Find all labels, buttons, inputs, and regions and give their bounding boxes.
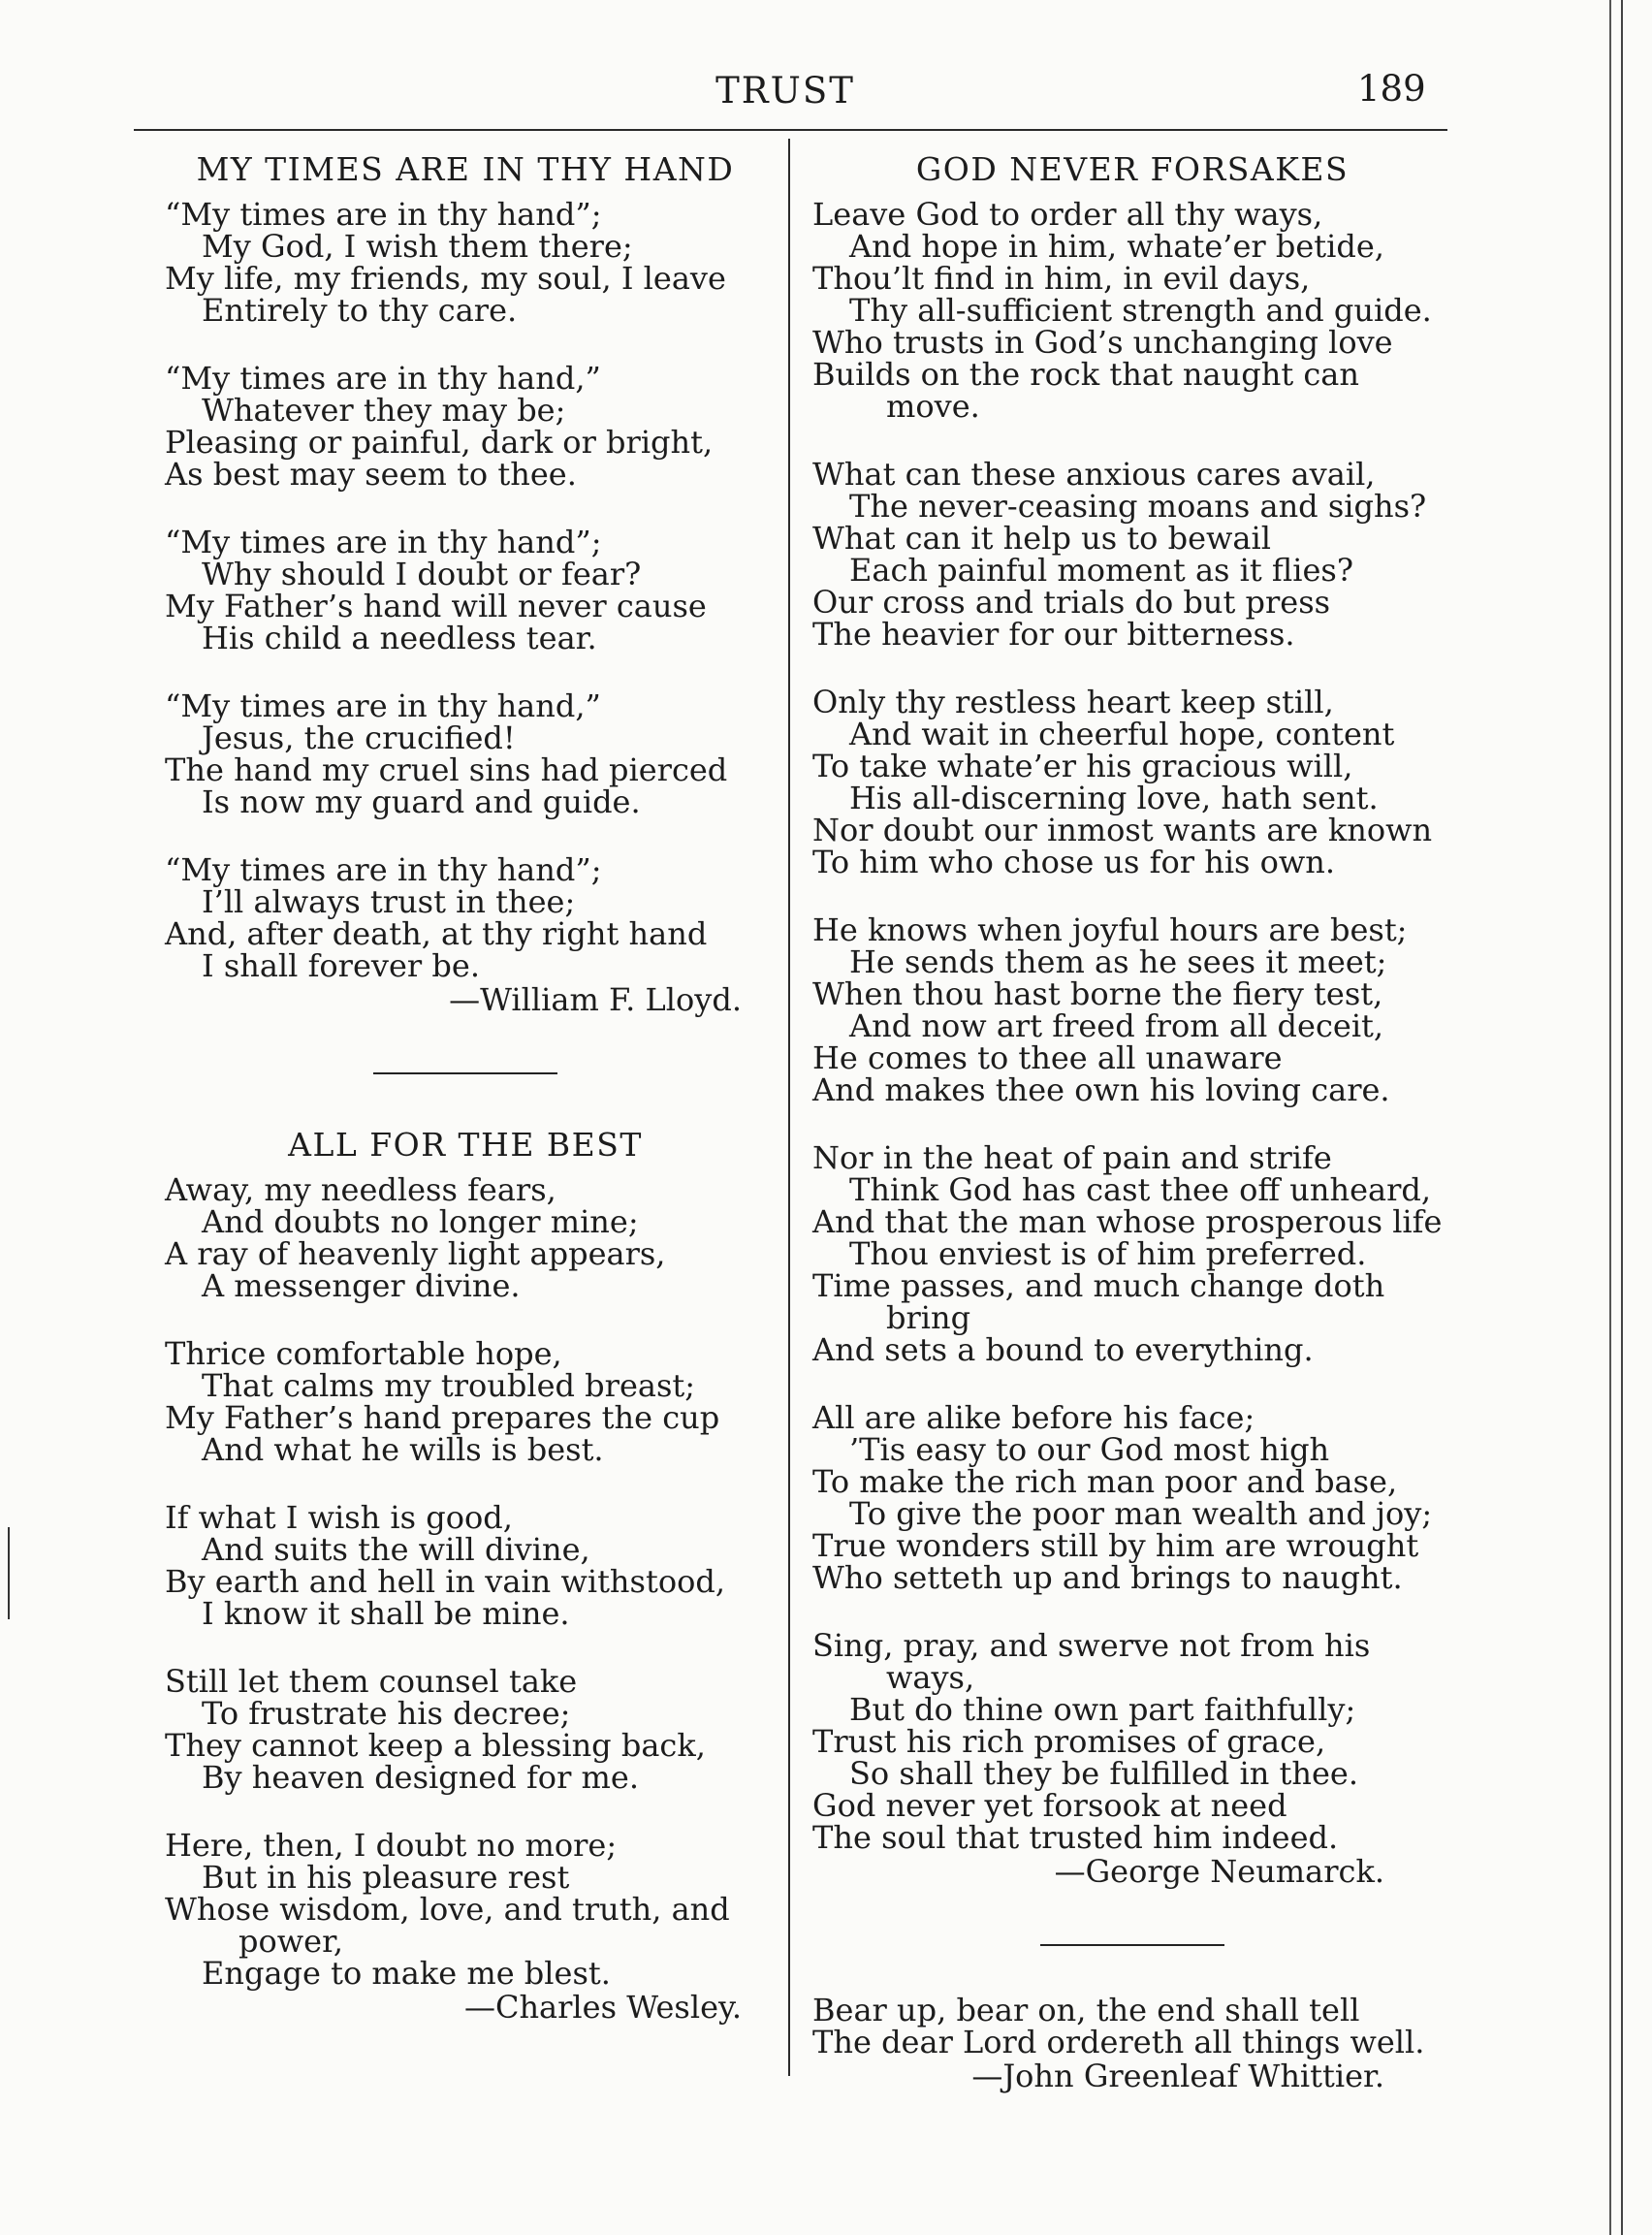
verse-line: And what he wills is best. <box>202 1431 604 1468</box>
verse-line: By heaven designed for me. <box>202 1759 639 1796</box>
stanza <box>812 1399 1452 1596</box>
verse-line: Jesus, the crucified! <box>202 719 516 756</box>
verse-line: Engage to make me blest. <box>202 1955 611 1992</box>
verse-line: His child a needless tear. <box>202 620 597 656</box>
verse-line: I’ll always trust in thee; <box>202 883 576 920</box>
stanza <box>165 1663 766 1796</box>
verse-line: And makes thee own his loving care. <box>812 1071 1390 1108</box>
poem-title: ALL FOR THE BEST <box>288 1126 643 1164</box>
verse-line: Here, then, I doubt no more; <box>165 1827 618 1864</box>
verse-line: I shall forever be. <box>202 947 480 984</box>
verse-line: power, <box>238 1923 344 1960</box>
verse-line: Nor in the heat of pain and strife <box>812 1139 1332 1176</box>
verse-line: “My times are in thy hand”; <box>165 196 602 233</box>
verse-line: move. <box>886 388 980 425</box>
verse-line: The soul that trusted him indeed. <box>812 1819 1339 1856</box>
verse-line: They cannot keep a blessing back, <box>165 1727 706 1764</box>
page-number: 189 <box>1357 68 1426 110</box>
left-column <box>165 145 766 2024</box>
stanza <box>812 456 1452 653</box>
verse-line: And wait in cheerful hope, content <box>849 716 1395 752</box>
verse-line: To take whate’er his gracious will, <box>812 748 1353 784</box>
verse-line: All are alike before his face; <box>812 1399 1255 1436</box>
verse-line: The heavier for our bitterness. <box>812 616 1295 653</box>
verse-line: Pleasing or painful, dark or bright, <box>165 424 714 461</box>
stanza <box>812 196 1452 425</box>
verse-line: Thy all-sufficient strength and guide. <box>849 292 1432 329</box>
verse-line: If what I wish is good, <box>165 1499 513 1536</box>
running-title: TRUST <box>715 70 855 112</box>
verse-line: To frustrate his decree; <box>202 1695 571 1732</box>
stanza <box>165 1171 766 1304</box>
stanza <box>165 360 766 493</box>
poem-title: GOD NEVER FORSAKES <box>915 150 1350 188</box>
verse-line: That calms my troubled breast; <box>202 1367 696 1404</box>
verse-line: Thrice comfortable hope, <box>165 1335 562 1372</box>
verse-line: Why should I doubt or fear? <box>202 556 642 592</box>
stanza <box>812 1139 1452 1368</box>
verse-line: God never yet forsook at need <box>812 1787 1287 1824</box>
verse-line: And, after death, at thy right hand <box>165 915 708 952</box>
stanza <box>812 686 1452 878</box>
poem-attribution: —Charles Wesley. <box>463 1989 742 2026</box>
page-edge-line-inner <box>1621 0 1623 2235</box>
verse-line: My Father’s hand prepares the cup <box>165 1399 720 1436</box>
verse-line: ’Tis easy to our God most high <box>849 1431 1330 1468</box>
verse-line: A messenger divine. <box>202 1267 521 1304</box>
verse-line: Whatever they may be; <box>202 392 566 429</box>
verse-line: Thou’lt find in him, in evil days, <box>812 260 1311 297</box>
stanza <box>165 687 766 820</box>
poem-title: MY TIMES ARE IN THY HAND <box>196 150 735 188</box>
verse-line: And doubts no longer mine; <box>202 1203 639 1240</box>
verse-line: And sets a bound to everything. <box>812 1331 1314 1368</box>
verse-line: And now art freed from all deceit, <box>849 1007 1384 1044</box>
verse-line: “My times are in thy hand”; <box>165 524 602 560</box>
verse-line: He knows when joyful hours are best; <box>812 911 1408 948</box>
verse-line: Think God has cast thee off unheard, <box>849 1171 1432 1208</box>
page-edge-line <box>1609 0 1611 2235</box>
verse-line: Each painful moment as it flies? <box>849 552 1353 589</box>
verse-line: As best may seem to thee. <box>165 456 577 493</box>
verse-line: Is now my guard and guide. <box>202 783 641 820</box>
poem-attribution: —John Greenleaf Whittier. <box>971 2058 1384 2094</box>
header-rule <box>134 129 1447 131</box>
verse-line: Sing, pray, and swerve not from his <box>812 1627 1371 1664</box>
poem-attribution: —William F. Lloyd. <box>449 981 742 1018</box>
stanza <box>812 1627 1452 1856</box>
stanza <box>165 851 766 984</box>
poem-my-times <box>165 150 766 1018</box>
verse-line: The hand my cruel sins had pierced <box>165 751 728 788</box>
verse-line: Who setteth up and brings to naught. <box>812 1559 1403 1596</box>
stanza <box>165 1827 766 1992</box>
verse-line: My God, I wish them there; <box>202 228 633 265</box>
column-divider <box>788 139 790 2076</box>
verse-line: My life, my friends, my soul, I leave <box>165 260 726 297</box>
verse-line: I know it shall be mine. <box>202 1595 570 1632</box>
verse-line: Thou enviest is of him preferred. <box>849 1235 1367 1272</box>
verse-line: Time passes, and much change doth <box>812 1267 1385 1304</box>
poem-attribution: —George Neumarck. <box>1054 1853 1384 1890</box>
verse-line: So shall they be fulfilled in thee. <box>849 1755 1358 1792</box>
verse-line: Away, my needless fears, <box>165 1171 556 1208</box>
verse-line: And suits the will divine, <box>202 1531 590 1568</box>
verse-line: The dear Lord ordereth all things well. <box>812 2024 1425 2060</box>
verse-line: Builds on the rock that naught can <box>812 356 1359 393</box>
verse-line: What can these anxious cares avail, <box>812 456 1376 493</box>
right-column <box>812 145 1452 2092</box>
verse-line: bring <box>886 1299 971 1336</box>
verse-line: My Father’s hand will never cause <box>165 588 707 624</box>
verse-line: To make the rich man poor and base, <box>812 1463 1398 1500</box>
verse-line: Trust his rich promises of grace, <box>812 1723 1326 1760</box>
verse-line: But in his pleasure rest <box>202 1859 570 1896</box>
verse-line: True wonders still by him are wrought <box>812 1527 1419 1564</box>
poem-god-never-forsakes <box>812 150 1452 1890</box>
verse-line: Our cross and trials do but press <box>812 584 1331 621</box>
stanza <box>165 1335 766 1468</box>
verse-line: And that the man whose prosperous life <box>812 1203 1443 1240</box>
verse-line: Bear up, bear on, the end shall tell <box>812 1992 1360 2028</box>
verse-line: By earth and hell in vain withstood, <box>165 1563 725 1600</box>
verse-line: “My times are in thy hand”; <box>165 851 602 888</box>
verse-line: And hope in him, whate’er betide, <box>849 228 1384 265</box>
poem-all-for-the-best <box>165 1126 766 2026</box>
verse-line: He comes to thee all unaware <box>812 1039 1283 1076</box>
verse-line: Whose wisdom, love, and truth, and <box>165 1891 730 1928</box>
verse-line: The never-ceasing moans and sighs? <box>849 488 1427 525</box>
epigram-whittier <box>812 1992 1452 2094</box>
verse-line: A ray of heavenly light appears, <box>165 1235 666 1272</box>
verse-line: But do thine own part faithfully; <box>849 1691 1356 1728</box>
verse-line: His all-discerning love, hath sent. <box>849 780 1379 816</box>
verse-line: He sends them as he sees it meet; <box>849 943 1387 980</box>
verse-line: Still let them counsel take <box>165 1663 578 1700</box>
section-separator <box>1040 1944 1224 1946</box>
verse-line: What can it help us to bewail <box>812 520 1271 557</box>
verse-line: “My times are in thy hand,” <box>165 687 601 724</box>
stanza <box>812 911 1452 1108</box>
verse-line: ways, <box>886 1659 975 1696</box>
verse-line: Entirely to thy care. <box>202 292 518 329</box>
verse-line: When thou hast borne the fiery test, <box>812 975 1383 1012</box>
verse-line: To him who chose us for his own. <box>812 844 1336 880</box>
verse-line: “My times are in thy hand,” <box>165 360 601 397</box>
verse-line: Only thy restless heart keep still, <box>812 684 1334 720</box>
stanza <box>165 196 766 329</box>
stanza <box>165 524 766 656</box>
stanza <box>165 1499 766 1632</box>
binding-edge-line <box>8 1527 10 1619</box>
verse-line: Leave God to order all thy ways, <box>812 196 1323 233</box>
verse-line: To give the poor man wealth and joy; <box>849 1495 1433 1532</box>
section-separator <box>373 1072 557 1074</box>
verse-line: Nor doubt our inmost wants are known <box>812 812 1433 848</box>
verse-line: Who trusts in God’s unchanging love <box>812 324 1393 361</box>
